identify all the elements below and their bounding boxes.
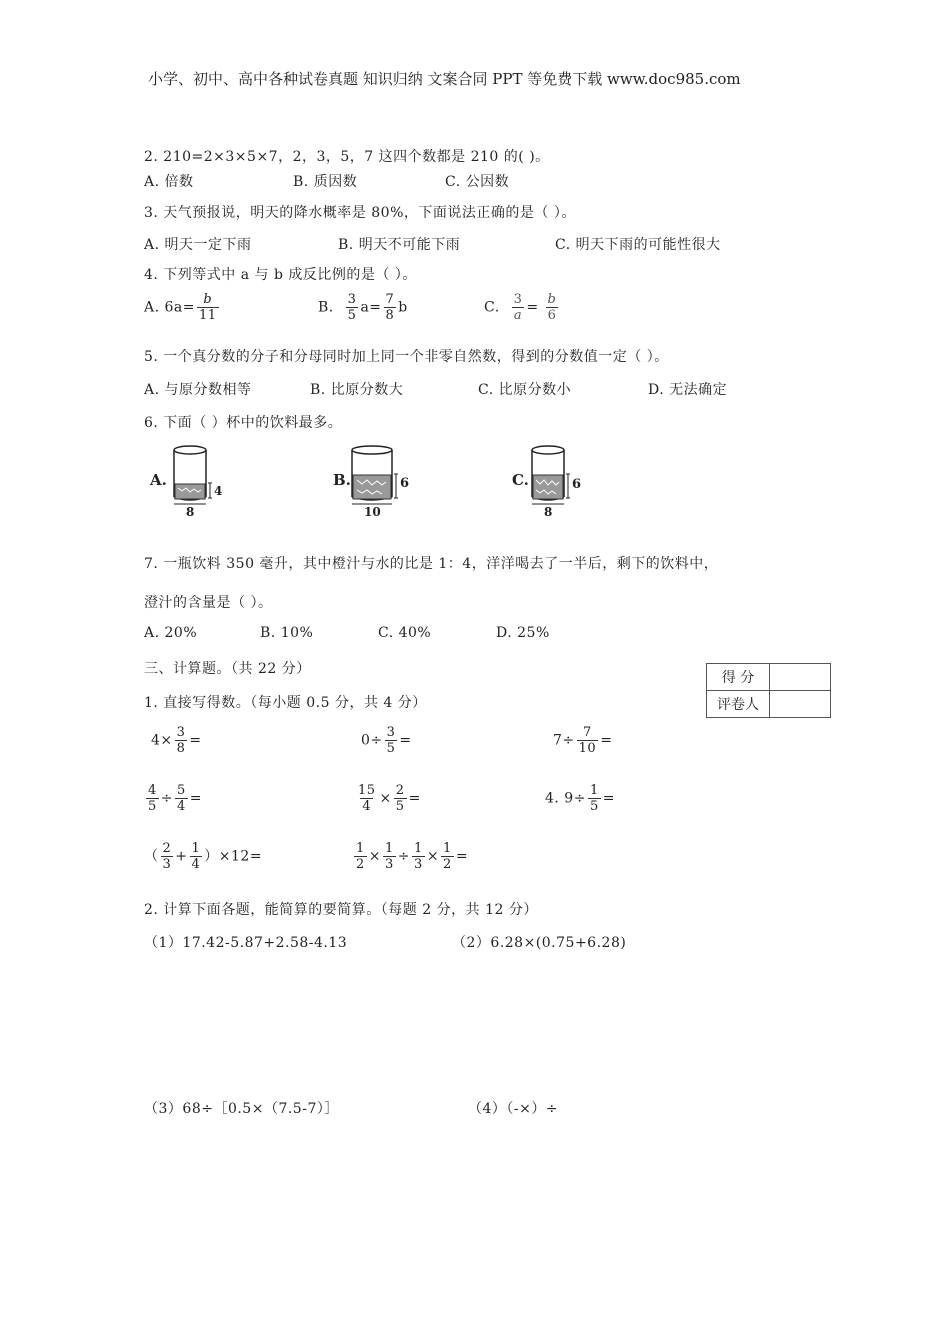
calc1-title: 1. 直接写得数。（每小题 0.5 分，共 4 分） [144,695,427,711]
q4-a-prefix: A. 6a= [144,299,195,316]
calc2-problem-4: （4）（-×）÷ [468,1101,559,1117]
calc1-r3c1-den2: 4 [191,857,201,872]
q7-option-b: B. 10% [260,625,314,641]
q2-option-a: A. 倍数 [144,174,194,190]
calc1-r3c1-open: （ [144,848,159,865]
q5-option-d: D. 无法确定 [648,382,728,398]
calc1-r3c2-num3: 1 [414,841,423,856]
calc1-r2c2-post: = [408,790,421,807]
cup-a-label: A. [150,471,167,489]
q4-b-prefix: B. [318,299,334,316]
section3-title: 三、计算题。（共 22 分） [144,661,311,677]
calc1-r1c3-pre: 7÷ [553,732,575,749]
calc1-r2c2-den1: 4 [362,799,372,814]
q4-b-den2: 8 [385,308,395,323]
calc1-r3c1-post: ）×12= [204,848,263,865]
calc1-r2c2-num1: 15 [358,783,376,798]
calc1-r3c1-num2: 1 [191,841,201,856]
page-header: 小学、初中、高中各种试卷真题 知识归纳 文案合同 PPT 等免费下载 www.doc985.com [148,70,741,88]
calc2-problem-3: （3）68÷［0.5×（7.5-7）］ [144,1101,339,1117]
q7-stem-line2: 澄汁的含量是（ ）。 [144,595,273,611]
calc1-r2c1-num1: 4 [148,783,157,798]
q5-option-b: B. 比原分数大 [310,382,404,398]
calc1-r1c2-pre: 0÷ [361,732,383,749]
calc1-r3c2-op2: ÷ [397,848,411,865]
calc1-r1c1-pre: 4× [151,732,173,749]
calc1-r3c2-num1: 1 [356,841,365,856]
q4-option-c [484,292,560,323]
q4-stem: 4. 下列等式中 a 与 b 成反比例的是（ ）。 [144,267,417,283]
calc1-r1c2-num: 3 [386,725,396,740]
score-value[interactable] [770,664,831,691]
calc1-r3c2 [352,841,468,872]
calc1-r2c2-num2: 2 [395,783,405,798]
calc1-r3c2-den3: 3 [414,857,423,872]
cup-b-height: 6 [400,476,410,491]
calc1-r2c2-den2: 5 [395,799,405,814]
q4-c-den1: a [513,308,523,323]
q4-c-prefix: C. [484,299,500,316]
q4-c-num2: b [547,292,557,307]
calc1-r1c1 [151,725,202,756]
calc1-r2c3-pre: 4. 9÷ [545,790,586,807]
calc1-r2c1-den2: 4 [177,799,186,814]
cup-b [333,440,423,520]
calc1-r3c2-den2: 3 [385,857,394,872]
calc1-r3c1-den1: 3 [162,857,172,872]
calc1-r2c2-op: × [379,790,392,807]
calc1-r1c2-post: = [399,732,412,749]
calc1-r3c1-num1: 2 [162,841,172,856]
q7-option-d: D. 25% [496,625,550,641]
calc1-r3c2-den1: 2 [356,857,365,872]
q4-b-den1: 5 [347,308,357,323]
q7-option-c: C. 40% [378,625,432,641]
q7-stem-line1: 7. 一瓶饮料 350 毫升，其中橙汁与水的比是 1：4，洋洋喝去了一半后，剩下的饮料中， [144,556,719,572]
calc1-r2c1-op: ÷ [160,790,174,807]
q4-c-den2: 6 [547,308,557,323]
q4-option-b [318,292,408,323]
calc1-r1c3 [553,725,612,756]
score-label: 得 分 [707,664,770,691]
q4-a-num: b [203,292,213,307]
calc1-r2c3-den: 5 [589,799,599,814]
calc1-r2c3 [545,783,615,814]
q2-stem: 2. 210=2×3×5×7，2，3，5，7 这四个数都是 210 的( )。 [144,149,550,165]
calc1-r1c3-num: 7 [583,725,592,740]
calc1-r3c1 [144,841,262,872]
cup-c-width: 8 [544,505,553,519]
cup-c-label: C. [512,471,529,489]
cup-c-height: 6 [572,477,582,492]
q3-option-c: C. 明天下雨的可能性很大 [555,237,721,253]
q4-b-num1: 3 [347,292,357,307]
calc1-r2c1-den1: 5 [148,799,157,814]
calc1-r2c3-num: 1 [589,783,599,798]
cup-a [150,440,240,520]
q2-option-c: C. 公因数 [445,174,510,190]
calc1-r1c1-den: 8 [176,741,186,756]
cup-b-label: B. [333,471,351,489]
q5-stem: 5. 一个真分数的分子和分母同时加上同一个非零自然数，得到的分数值一定（ ）。 [144,349,669,365]
q4-a-den: 11 [199,308,217,323]
calc2-title: 2. 计算下面各题，能简算的要简算。（每题 2 分，共 12 分） [144,902,538,918]
calc1-r2c3-post: = [602,790,615,807]
cup-c [512,440,602,520]
q5-option-c: C. 比原分数小 [478,382,572,398]
score-box [706,663,831,718]
q4-b-suffix: b [398,299,408,316]
calc1-r3c2-op3: × [426,848,440,865]
cup-b-width: 10 [364,505,381,519]
q6-stem: 6. 下面（ ）杯中的饮料最多。 [144,415,343,431]
q4-b-mid: a= [360,299,382,316]
calc1-r1c3-den: 10 [578,741,597,756]
calc1-r3c2-post: = [455,848,469,865]
calc1-r2c2 [354,783,421,814]
calc1-r3c2-den4: 2 [443,857,452,872]
calc1-r2c1 [144,783,202,814]
calc1-r2c1-post: = [189,790,203,807]
q3-option-a: A. 明天一定下雨 [144,237,252,253]
calc1-r1c2 [361,725,412,756]
calc1-r1c1-post: = [189,732,202,749]
q7-option-a: A. 20% [144,625,198,641]
calc1-r1c2-den: 5 [386,741,396,756]
calc1-r2c1-num2: 5 [177,783,186,798]
calc1-r3c2-num4: 1 [443,841,452,856]
cup-a-width: 8 [186,505,195,519]
calc2-problem-1: （1）17.42-5.87+2.58-4.13 [144,935,348,951]
q3-option-b: B. 明天不可能下雨 [338,237,461,253]
calc2-problem-2: （2）6.28×(0.75+6.28) [452,935,627,951]
q4-option-a [144,292,221,323]
calc1-r3c2-op1: × [368,848,382,865]
calc1-r3c2-num2: 1 [385,841,394,856]
q4-b-num2: 7 [385,292,395,307]
q2-option-b: B. 质因数 [293,174,358,190]
calc1-r1c1-num: 3 [176,725,186,740]
q4-c-num1: 3 [513,292,523,307]
q4-c-mid: = [526,299,539,316]
q3-stem: 3. 天气预报说，明天的降水概率是 80%，下面说法正确的是（ ）。 [144,205,576,221]
cup-a-height: 4 [214,484,223,498]
grader-label: 评卷人 [707,691,770,718]
grader-value[interactable] [770,691,831,718]
calc1-r3c1-op: + [175,848,188,865]
calc1-r1c3-post: = [600,732,613,749]
q5-option-a: A. 与原分数相等 [144,382,252,398]
